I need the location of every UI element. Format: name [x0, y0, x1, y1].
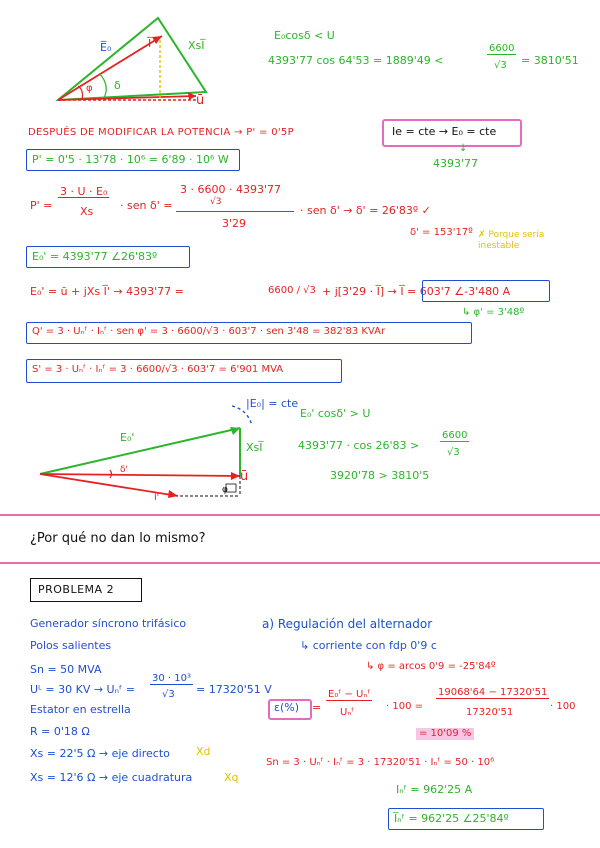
reg-eq: = [312, 701, 322, 714]
left-l4-num: 30 · 10³ [152, 673, 191, 684]
cond1-frac-num: 6600 [489, 43, 515, 54]
fig1-xsi-label: XsI̅ [188, 39, 205, 52]
left-l8: Xs = 12'6 Ω → eje cuadratura [30, 771, 193, 784]
e0-eq-frac: 6600 / √3 [268, 285, 316, 296]
reg-big-num: 19068'64 − 17320'51 [438, 687, 548, 698]
s-line: S' = 3 · Uₙᶠ · Iₙᶠ = 3 · 6600/√3 · 603'7 = 6'901 MVA [32, 364, 284, 375]
reg-result: = 10'09 % [416, 728, 474, 740]
pprime-big-num-sqrt: √3 [210, 197, 222, 207]
left-l4a: Uᴸ = 30 KV → Uₙᶠ = [30, 683, 135, 696]
fig2-e0-label: E₀' [120, 431, 135, 444]
pprime-rhs: · sen δ' → δ' = 26'83º ✓ [300, 204, 431, 217]
fig2-xsi-label: XsI̅ [246, 441, 263, 454]
cond1-line1: E₀cosδ < U [274, 29, 335, 42]
phi-result: ↳ φ' = 3'48º [462, 307, 525, 318]
constant-box-text: Ie = cte → E₀ = cte [392, 125, 497, 138]
cond1-frac-den: √3 [494, 60, 507, 71]
fig2-phi-label: φ [222, 485, 228, 495]
left-l4b: = 17320'51 V [196, 683, 272, 696]
fig2-delta-label: δ' [120, 465, 128, 475]
cond2-line3: 3920'78 > 3810'5 [330, 469, 430, 482]
problem-title: PROBLEMA 2 [38, 583, 115, 596]
left-l6: R = 0'18 Ω [30, 725, 90, 738]
cond2-line1: E₀' cosδ' > U [300, 407, 371, 420]
p-line: P' = 0'5 · 13'78 · 10⁶ = 6'89 · 10⁶ W [32, 153, 229, 166]
cond1-line2: 4393'77 cos 64'53 = 1889'49 < [268, 54, 444, 67]
cond2-frac-num: 6600 [442, 430, 468, 441]
left-l3: Sn = 50 MVA [30, 663, 102, 676]
fig1-u-label: ū [196, 93, 205, 108]
in-phasor: I̅ₙᶠ = 962'25 ∠25'84º [394, 812, 509, 825]
left-l1: Generador síncrono trifásico [30, 617, 187, 630]
delta-alt: δ' = 153'17º [410, 227, 473, 238]
cond2-line2: 4393'77 · cos 26'83 > [298, 439, 420, 452]
fig1-phi-label: φ [86, 83, 93, 94]
left-l7-tag: Xd [196, 745, 211, 758]
e0-phasor: E₀' = 4393'77 ∠26'83º [32, 250, 158, 263]
q-line: Q' = 3 · Uₙᶠ · Iₙᶠ · sen φ' = 3 · 6600/√3 · 603'7 · sen 3'48 = 382'83 KVAr [32, 326, 386, 337]
arrow-down: ↓ [459, 143, 468, 154]
e0-constant-value: 4393'77 [433, 157, 479, 170]
pprime-frac-den: Xs [80, 205, 94, 218]
fig1-delta-label: δ [114, 79, 121, 92]
e0-eq: E₀' = ū + jXs I̅' → 4393'77 = [30, 285, 184, 298]
pprime-frac-num: 3 · U · E₀ [60, 185, 108, 198]
reg-big-den: 17320'51 [466, 707, 514, 718]
in-line: Iₙᶠ = 962'25 A [396, 783, 473, 796]
delta-note: ✗ Porque sería inestable [478, 230, 545, 251]
e0-prime-arrow [40, 428, 240, 474]
pprime-lhs: P' = [30, 199, 53, 212]
divider-bottom [0, 562, 600, 564]
fig1-i-label: I̅ [148, 37, 152, 50]
fig2-u-label: ū [240, 469, 249, 484]
section-heading: DESPUÉS DE MODIFICAR LA POTENCIA → P' = 0'5P [28, 127, 294, 138]
cond2-frac-den: √3 [447, 447, 460, 458]
pprime-big-num: 3 · 6600 · 4393'77 [180, 183, 281, 196]
pprime-mid: · sen δ' = [120, 199, 173, 212]
right-a-title: a) Regulación del alternador [262, 617, 433, 631]
reg-frac-den: Uₙᶠ [340, 707, 355, 718]
left-l2: Polos salientes [30, 639, 112, 652]
divider-top [0, 514, 600, 516]
sn-line: Sn = 3 · Uₙᶠ · Iₙᶠ = 3 · 17320'51 · Iₙᶠ = 50 · 10⁶ [266, 757, 495, 768]
left-l4-den: √3 [162, 689, 175, 700]
left-l5: Estator en estrella [30, 703, 131, 716]
reg-label: ε(%) [274, 701, 299, 714]
left-l8-tag: Xq [224, 771, 239, 784]
pprime-big-den: 3'29 [222, 217, 247, 230]
left-l7: Xs = 22'5 Ω → eje directo [30, 747, 170, 760]
right-a-sub: ↳ corriente con fdp 0'9 c [300, 639, 437, 652]
reg-frac-num: E₀ᶠ − Uₙᶠ [328, 689, 371, 700]
cond1-result: = 3810'51 [521, 54, 579, 67]
fig2-e0-const: |E₀| = cte [246, 397, 299, 410]
e0-eq-rest: + j[3'29 · I̅] → I̅ = 603'7 ∠-3'480 A [322, 285, 511, 298]
fig2-i-label: I̅' [154, 493, 160, 503]
question-text: ¿Por qué no dan lo mismo? [30, 531, 206, 546]
right-phi: ↳ φ = arcos 0'9 = -25'84º [366, 661, 496, 672]
fig1-e0-label: E̅₀ [100, 41, 112, 54]
u-prime-arrow [40, 474, 240, 476]
reg-mult: · 100 = [386, 701, 424, 712]
reg-big-mult: · 100 [550, 701, 576, 712]
